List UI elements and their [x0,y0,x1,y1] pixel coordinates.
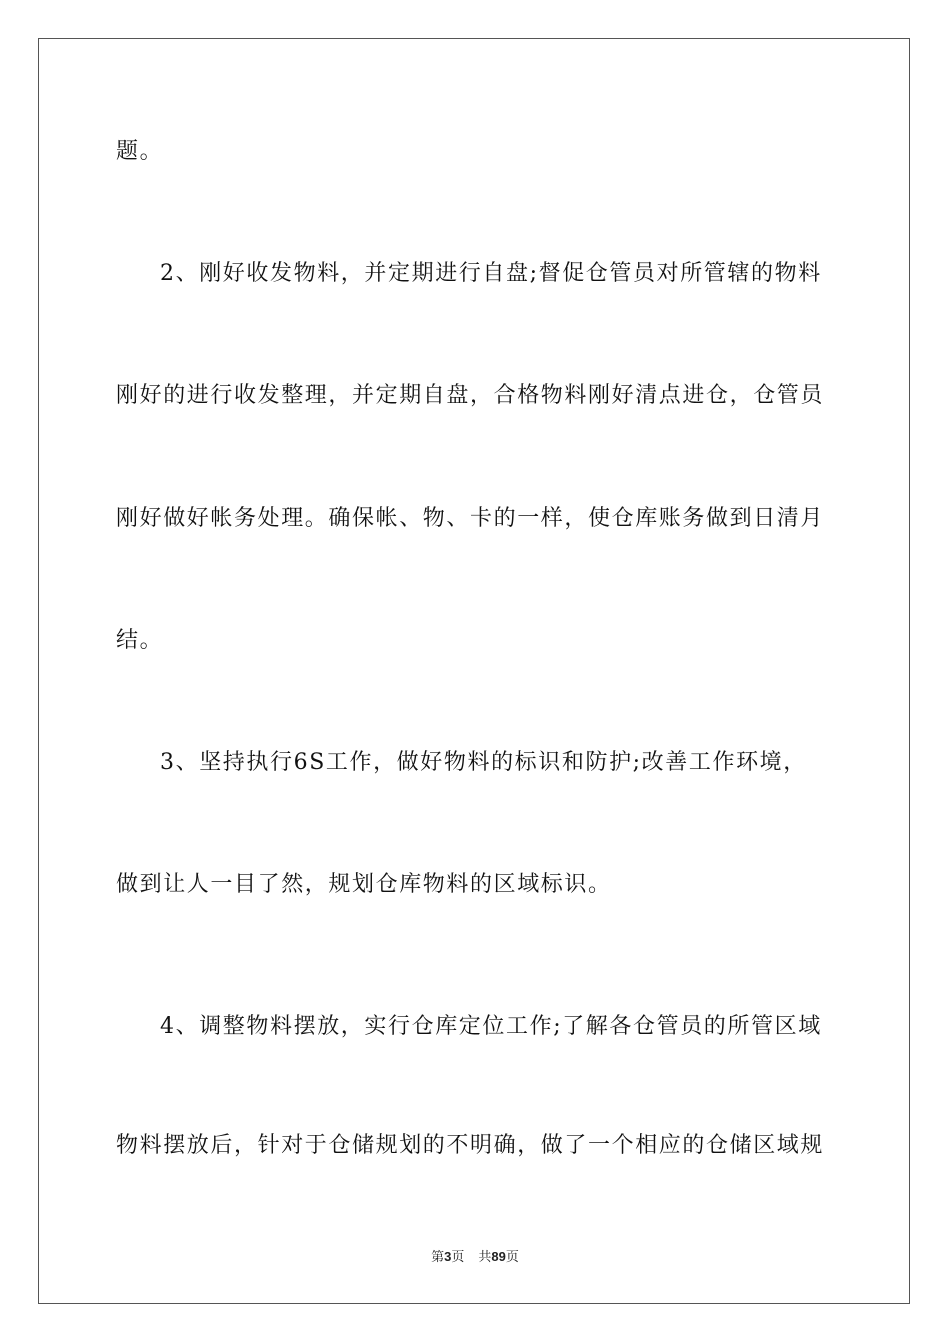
text-line: 3、坚持执行6S工作，做好物料的标识和防护;改善工作环境， [160,750,807,775]
page-suffix: 页 [451,1250,465,1265]
page-border [38,38,910,1304]
page-prefix: 第 [431,1250,445,1265]
text-line: 2、刚好收发物料，并定期进行自盘;督促仓管员对所管辖的物料 [160,261,822,286]
total-prefix: 共 [478,1250,492,1265]
text-line: 4、调整物料摆放，实行仓库定位工作;了解各仓管员的所管区域 [160,1014,822,1039]
text-line: 做到让人一目了然，规划仓库物料的区域标识。 [116,872,612,897]
text-line: 题。 [116,139,164,164]
total-suffix: 页 [505,1250,519,1265]
total-pages: 89 [491,1249,506,1264]
page-footer [0,1248,950,1267]
text-line: 结。 [116,628,164,653]
text-line: 刚好做好帐务处理。确保帐、物、卡的一样，使仓库账务做到日清月 [116,506,825,531]
text-line: 刚好的进行收发整理，并定期自盘，合格物料刚好清点进仓，仓管员 [116,383,825,408]
page-number: 3 [444,1249,452,1264]
text-line: 物料摆放后，针对于仓储规划的不明确，做了一个相应的仓储区域规 [116,1133,825,1158]
